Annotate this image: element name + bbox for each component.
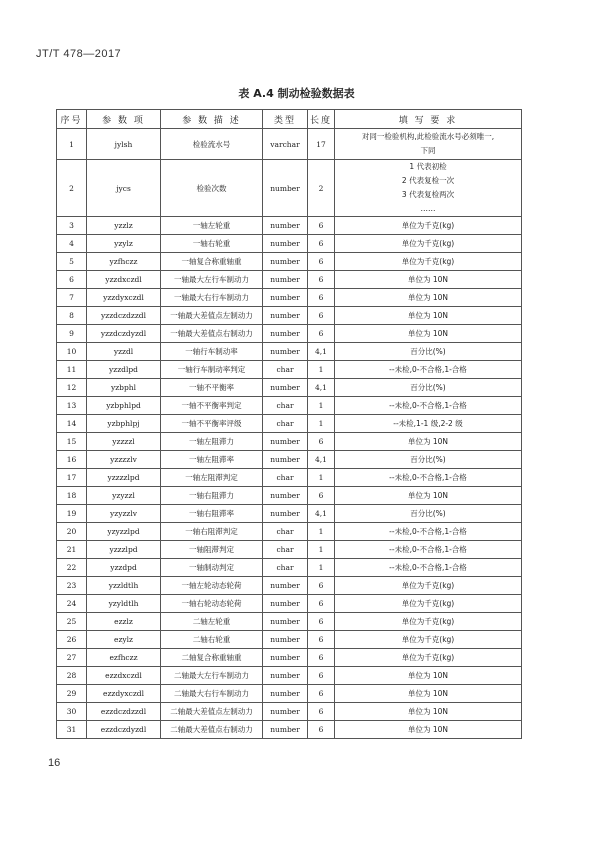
fill-requirement: [335, 685, 522, 703]
field-length: 4,1: [308, 505, 335, 523]
parameter-name: yzzzlpd: [87, 541, 161, 559]
data-type: number: [263, 703, 308, 721]
requirement-line: --未检,0-不合格,1-合格: [389, 526, 467, 536]
fill-requirement: [335, 129, 522, 160]
row-number: 29: [57, 685, 87, 703]
fill-requirement: [335, 667, 522, 685]
table-row: [57, 253, 522, 271]
parameter-name: jylsh: [87, 129, 161, 160]
table-row: [57, 469, 522, 487]
data-type: char: [263, 559, 308, 577]
row-number: 30: [57, 703, 87, 721]
fill-requirement: [335, 397, 522, 415]
parameter-description: 一轴右轮动态轮荷: [161, 595, 263, 613]
table-row: [57, 379, 522, 397]
parameter-description: 一轴不平衡率判定: [161, 397, 263, 415]
parameter-description: 二轴左轮重: [161, 613, 263, 631]
requirement-line: 单位为 10N: [407, 706, 449, 716]
fill-requirement: [335, 505, 522, 523]
requirement-line: 1 代表初检: [409, 162, 447, 171]
row-number: 8: [57, 307, 87, 325]
fill-requirement: [335, 451, 522, 469]
data-type: number: [263, 505, 308, 523]
fill-requirement: [335, 613, 522, 631]
requirement-line: 2 代表复检一次: [401, 176, 455, 185]
field-length: 6: [308, 595, 335, 613]
table-row: [57, 343, 522, 361]
field-length: 6: [308, 631, 335, 649]
table-row: [57, 307, 522, 325]
table-row: [57, 559, 522, 577]
requirement-line: 3 代表复检两次: [401, 190, 455, 199]
page-number: 16: [48, 757, 61, 769]
row-number: 5: [57, 253, 87, 271]
data-type: number: [263, 595, 308, 613]
field-length: 4,1: [308, 451, 335, 469]
row-number: 10: [57, 343, 87, 361]
table-row: [57, 703, 522, 721]
fill-requirement: [335, 235, 522, 253]
table-row: [57, 577, 522, 595]
row-number: 24: [57, 595, 87, 613]
data-type: number: [263, 160, 308, 217]
field-length: 6: [308, 649, 335, 667]
field-length: 4,1: [308, 343, 335, 361]
field-length: 1: [308, 469, 335, 487]
row-number: 20: [57, 523, 87, 541]
data-type: number: [263, 721, 308, 739]
data-type: char: [263, 361, 308, 379]
brake-inspection-data-table: [56, 109, 522, 739]
row-number: 25: [57, 613, 87, 631]
fill-requirement: [335, 649, 522, 667]
row-number: 2: [57, 160, 87, 217]
column-header-requirement: 填 写 要 求: [335, 110, 522, 129]
parameter-description: 一轴行车制动率判定: [161, 361, 263, 379]
parameter-description: 二轴右轮重: [161, 631, 263, 649]
data-type: number: [263, 271, 308, 289]
row-number: 26: [57, 631, 87, 649]
requirement-line: 百分比(%): [410, 382, 446, 392]
field-length: 6: [308, 289, 335, 307]
field-length: 6: [308, 667, 335, 685]
fill-requirement: [335, 721, 522, 739]
table-row: [57, 505, 522, 523]
requirement-line: 单位为千克(kg): [401, 598, 455, 608]
table-row: [57, 523, 522, 541]
table-row: [57, 325, 522, 343]
table-row: [57, 685, 522, 703]
requirement-line: 单位为 10N: [407, 436, 449, 446]
parameter-description: 一轴左轮重: [161, 217, 263, 235]
fill-requirement: [335, 307, 522, 325]
document-code: JT/T 478—2017: [36, 48, 122, 60]
requirement-line: --未检,0-不合格,1-合格: [389, 400, 467, 410]
field-length: 6: [308, 325, 335, 343]
field-length: 6: [308, 235, 335, 253]
requirement-line: 百分比(%): [410, 454, 446, 464]
table-title: 表 A.4 制动检验数据表: [238, 87, 355, 100]
row-number: 13: [57, 397, 87, 415]
fill-requirement: [335, 469, 522, 487]
data-type: number: [263, 379, 308, 397]
parameter-name: yzzdczdzzdl: [87, 307, 161, 325]
requirement-line: 单位为 10N: [407, 328, 449, 338]
data-type: number: [263, 577, 308, 595]
field-length: 6: [308, 685, 335, 703]
parameter-description: 一轴右阻滞力: [161, 487, 263, 505]
row-number: 1: [57, 129, 87, 160]
requirement-line: --未检,0-不合格,1-合格: [389, 544, 467, 554]
row-number: 4: [57, 235, 87, 253]
parameter-name: yzzzzl: [87, 433, 161, 451]
table-row: [57, 361, 522, 379]
fill-requirement: [335, 379, 522, 397]
parameter-description: 二轴最大差值点右制动力: [161, 721, 263, 739]
table-row: [57, 613, 522, 631]
parameter-description: 检验流水号: [161, 129, 263, 160]
row-number: 11: [57, 361, 87, 379]
fill-requirement: [335, 595, 522, 613]
requirement-line: 单位为 10N: [407, 310, 449, 320]
row-number: 12: [57, 379, 87, 397]
row-number: 14: [57, 415, 87, 433]
table-row: [57, 487, 522, 505]
fill-requirement: [335, 523, 522, 541]
parameter-name: yzzlz: [87, 217, 161, 235]
table-row: [57, 397, 522, 415]
parameter-description: 一轴行车制动率: [161, 343, 263, 361]
table-row: [57, 721, 522, 739]
parameter-description: 二轴最大左行车制动力: [161, 667, 263, 685]
table-row: [57, 595, 522, 613]
parameter-description: 一轴左阻滞力: [161, 433, 263, 451]
table-row: [57, 271, 522, 289]
field-length: 17: [308, 129, 335, 160]
table-row: [57, 235, 522, 253]
fill-requirement: [335, 487, 522, 505]
parameter-description: 二轴最大差值点左制动力: [161, 703, 263, 721]
table-row: [57, 649, 522, 667]
requirement-line: 单位为 10N: [407, 490, 449, 500]
table-row: [57, 433, 522, 451]
data-type: number: [263, 613, 308, 631]
field-length: 1: [308, 397, 335, 415]
parameter-name: yzyzzlpd: [87, 523, 161, 541]
fill-requirement: [335, 433, 522, 451]
field-length: 6: [308, 613, 335, 631]
parameter-name: yzbphl: [87, 379, 161, 397]
fill-requirement: [335, 217, 522, 235]
requirement-line: 单位为 10N: [407, 724, 449, 734]
table-row: [57, 289, 522, 307]
parameter-description: 一轴制动判定: [161, 559, 263, 577]
fill-requirement: [335, 541, 522, 559]
row-number: 9: [57, 325, 87, 343]
parameter-name: yzbphlpd: [87, 397, 161, 415]
field-length: 1: [308, 541, 335, 559]
parameter-description: 检验次数: [161, 160, 263, 217]
requirement-line: 单位为千克(kg): [401, 652, 455, 662]
table-row: [57, 217, 522, 235]
parameter-description: 一轴最大差值点左制动力: [161, 307, 263, 325]
data-type: number: [263, 325, 308, 343]
parameter-description: 二轴最大右行车制动力: [161, 685, 263, 703]
requirement-line: 单位为千克(kg): [401, 634, 455, 644]
field-length: 6: [308, 271, 335, 289]
row-number: 31: [57, 721, 87, 739]
parameter-description: 一轴最大右行车制动力: [161, 289, 263, 307]
row-number: 6: [57, 271, 87, 289]
parameter-name: yzfhczz: [87, 253, 161, 271]
parameter-name: ezzdxczdl: [87, 667, 161, 685]
fill-requirement: [335, 577, 522, 595]
data-type: char: [263, 541, 308, 559]
parameter-name: ezzlz: [87, 613, 161, 631]
data-type: number: [263, 217, 308, 235]
requirement-line: 单位为 10N: [407, 292, 449, 302]
data-type: number: [263, 343, 308, 361]
field-length: 6: [308, 307, 335, 325]
row-number: 23: [57, 577, 87, 595]
fill-requirement: [335, 289, 522, 307]
parameter-description: 一轴右阻滞率: [161, 505, 263, 523]
requirement-line: ……: [420, 204, 436, 213]
field-length: 6: [308, 703, 335, 721]
fill-requirement: [335, 703, 522, 721]
parameter-name: yzyzzlv: [87, 505, 161, 523]
fill-requirement: [335, 253, 522, 271]
data-type: number: [263, 487, 308, 505]
parameter-name: yzzdczdyzdl: [87, 325, 161, 343]
parameter-description: 一轴最大左行车制动力: [161, 271, 263, 289]
data-type: number: [263, 433, 308, 451]
row-number: 28: [57, 667, 87, 685]
parameter-description: 一轴左阻滞判定: [161, 469, 263, 487]
requirement-line: 百分比(%): [410, 508, 446, 518]
row-number: 17: [57, 469, 87, 487]
parameter-name: ezzdczdyzdl: [87, 721, 161, 739]
parameter-description: 一轴最大差值点右制动力: [161, 325, 263, 343]
parameter-name: yzzdpd: [87, 559, 161, 577]
data-type: varchar: [263, 129, 308, 160]
fill-requirement: [335, 271, 522, 289]
requirement-line: 单位为千克(kg): [401, 580, 455, 590]
requirement-line: 单位为 10N: [407, 688, 449, 698]
field-length: 1: [308, 415, 335, 433]
parameter-name: ezfhczz: [87, 649, 161, 667]
parameter-name: yzzzzlpd: [87, 469, 161, 487]
parameter-name: yzzdyxczdl: [87, 289, 161, 307]
field-length: 4,1: [308, 379, 335, 397]
requirement-line: --未检,0-不合格,1-合格: [389, 364, 467, 374]
data-type: number: [263, 667, 308, 685]
requirement-line: 单位为千克(kg): [401, 238, 455, 248]
parameter-name: ezylz: [87, 631, 161, 649]
parameter-description: 一轴复合称重轴重: [161, 253, 263, 271]
requirement-line: --未检,1-1 级,2-2 级: [393, 418, 463, 428]
parameter-name: yzzzzlv: [87, 451, 161, 469]
row-number: 18: [57, 487, 87, 505]
parameter-name: yzylz: [87, 235, 161, 253]
parameter-name: yzzldtlh: [87, 577, 161, 595]
requirement-line: 单位为千克(kg): [401, 256, 455, 266]
parameter-description: 一轴阻滞判定: [161, 541, 263, 559]
column-header-description: 参 数 描 述: [161, 110, 263, 129]
table-header-row: [57, 110, 522, 129]
parameter-name: yzzdl: [87, 343, 161, 361]
table-row: [57, 415, 522, 433]
column-header-parameter: 参 数 项: [87, 110, 161, 129]
data-type: number: [263, 631, 308, 649]
data-type: char: [263, 397, 308, 415]
field-length: 6: [308, 487, 335, 505]
field-length: 1: [308, 559, 335, 577]
data-type: number: [263, 235, 308, 253]
row-number: 19: [57, 505, 87, 523]
fill-requirement: [335, 343, 522, 361]
row-number: 3: [57, 217, 87, 235]
field-length: 1: [308, 361, 335, 379]
data-type: number: [263, 289, 308, 307]
parameter-description: 一轴不平衡率: [161, 379, 263, 397]
fill-requirement: [335, 160, 522, 217]
data-type: char: [263, 523, 308, 541]
field-length: 6: [308, 253, 335, 271]
table-row: [57, 451, 522, 469]
parameter-description: 一轴右轮重: [161, 235, 263, 253]
table-body: [57, 129, 522, 739]
fill-requirement: [335, 361, 522, 379]
requirement-line: 单位为千克(kg): [401, 616, 455, 626]
data-type: number: [263, 685, 308, 703]
parameter-description: 一轴右阻滞判定: [161, 523, 263, 541]
parameter-description: 一轴左阻滞率: [161, 451, 263, 469]
data-type: number: [263, 253, 308, 271]
requirement-line: 对同一检验机构,此检验流水号必须唯一,: [361, 132, 495, 141]
row-number: 22: [57, 559, 87, 577]
data-type: number: [263, 307, 308, 325]
fill-requirement: [335, 631, 522, 649]
data-type: char: [263, 469, 308, 487]
field-length: 6: [308, 217, 335, 235]
data-type: number: [263, 451, 308, 469]
fill-requirement: [335, 415, 522, 433]
row-number: 21: [57, 541, 87, 559]
row-number: 27: [57, 649, 87, 667]
field-length: 6: [308, 577, 335, 595]
parameter-name: yzzdxczdl: [87, 271, 161, 289]
table-row: [57, 667, 522, 685]
row-number: 16: [57, 451, 87, 469]
requirement-line: 单位为千克(kg): [401, 220, 455, 230]
table-row: [57, 541, 522, 559]
parameter-name: yzyzzl: [87, 487, 161, 505]
column-header-number: 序号: [57, 110, 87, 129]
requirement-line: --未检,0-不合格,1-合格: [389, 472, 467, 482]
requirement-line: 单位为 10N: [407, 670, 449, 680]
parameter-name: jycs: [87, 160, 161, 217]
field-length: 2: [308, 160, 335, 217]
fill-requirement: [335, 325, 522, 343]
parameter-description: 一轴不平衡率评级: [161, 415, 263, 433]
requirement-line: 百分比(%): [410, 346, 446, 356]
table-row: [57, 160, 522, 217]
field-length: 6: [308, 721, 335, 739]
parameter-description: 二轴复合称重轴重: [161, 649, 263, 667]
requirement-line: --未检,0-不合格,1-合格: [389, 562, 467, 572]
row-number: 7: [57, 289, 87, 307]
column-header-length: 长度: [308, 110, 335, 129]
table-row: [57, 631, 522, 649]
data-type: number: [263, 649, 308, 667]
data-type: char: [263, 415, 308, 433]
requirement-line: 下同: [420, 146, 436, 155]
requirement-line: 单位为 10N: [407, 274, 449, 284]
parameter-name: ezzdczdzzdl: [87, 703, 161, 721]
row-number: 15: [57, 433, 87, 451]
table-row: [57, 129, 522, 160]
fill-requirement: [335, 559, 522, 577]
column-header-type: 类型: [263, 110, 308, 129]
parameter-name: ezzdyxczdl: [87, 685, 161, 703]
field-length: 1: [308, 523, 335, 541]
field-length: 6: [308, 433, 335, 451]
parameter-name: yzzdlpd: [87, 361, 161, 379]
parameter-name: yzyldtlh: [87, 595, 161, 613]
parameter-name: yzbphlpj: [87, 415, 161, 433]
parameter-description: 一轴左轮动态轮荷: [161, 577, 263, 595]
